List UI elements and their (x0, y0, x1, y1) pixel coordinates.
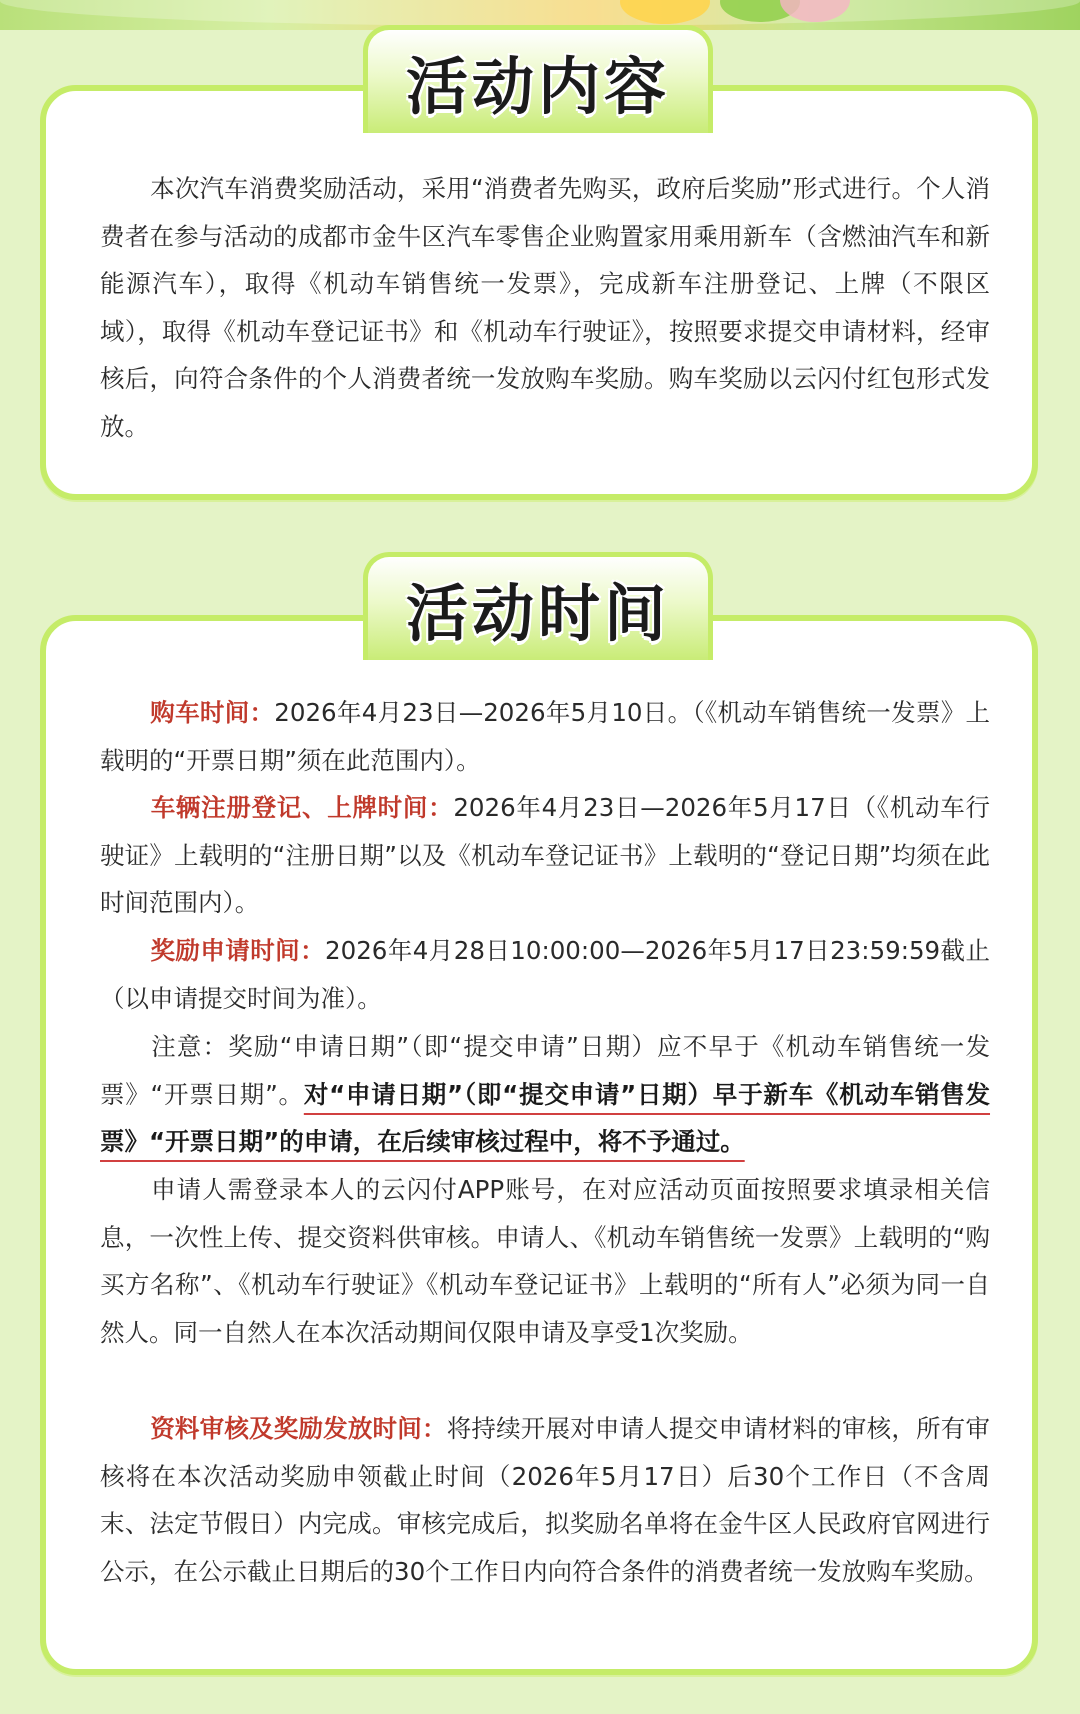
activity-content-text: 本次汽车消费奖励活动，采用“消费者先购买，政府后奖励”形式进行。个人消费者在参与活动的成都市金牛区汽车零售企业购置家用乘用新车（含燃油汽车和新能源汽车），取得《机动车销售统一发票》，完成新车注册登记、上牌（不限区域），取得《机动车登记证书》和《机动车行驶证》，按照要求提交申请材料，经审核后，向符合条件的个人消费者统一发放购车奖励。购车奖励以云闪付红包形式发放。 (100, 174, 990, 441)
registration-time-label: 车辆注册登记、上牌时间： (150, 793, 454, 822)
application-time-text: 2026年4月28日10:00:00—2026年5月17日23:59:59截止（以申请提交时间为准）。 (100, 936, 991, 1013)
note-text: 注意：奖励“申请日期”（即“提交申请”日期）应不早于《机动车销售统一发票》“开票日期”。 (100, 1032, 990, 1109)
application-time-label: 奖励申请时间： (150, 936, 326, 965)
registration-time-text: 2026年4月23日—2026年5月17日（《机动车行驶证》上载明的“注册日期”以及《机动车登记证书》上载明的“登记日期”均须在此时间范围内）。 (100, 793, 990, 917)
activity-content-title: 活动内容 (405, 50, 670, 123)
activity-time-title: 活动时间 (405, 577, 670, 650)
application-time-paragraph (100, 927, 990, 1022)
purchase-time-text: 2026年4月23日—2026年5月10日。（《机动车销售统一发票》上载明的“开票日期”须在此范围内）。 (100, 698, 990, 775)
purchase-time-paragraph (100, 689, 990, 784)
activity-time-tab (363, 552, 713, 660)
note-paragraph (100, 1023, 990, 1166)
review-time-text: 将持续开展对申请人提交申请材料的审核，所有审核将在本次活动奖励申领截止时间（2026年5月17日）后30个工作日（不含周末、法定节假日）内完成。审核完成后，拟奖励名单将在金牛区人民政府官网进行公示，在公示截止日期后的30个工作日内向符合条件的消费者统一发放购车奖励。 (100, 1414, 991, 1586)
review-time-label: 资料审核及奖励发放时间： (150, 1414, 447, 1443)
applicant-paragraph (100, 1166, 990, 1356)
purchase-time-label: 购车时间： (150, 698, 275, 727)
activity-content-paragraph (100, 165, 990, 450)
note-emphasis: 对“申请日期”（即“提交申请”日期）早于新车《机动车销售发票》“开票日期”的申请，在后续审核过程中，将不予通过。 (100, 1079, 991, 1156)
registration-time-paragraph (100, 784, 990, 927)
applicant-text: 申请人需登录本人的云闪付APP账号，在对应活动页面按照要求填录相关信息，一次性上传、提交资料供审核。申请人、《机动车销售统一发票》上载明的“购买方名称”、《机动车行驶证》《机动车登记证书》上载明的“所有人”必须为同一自然人。同一自然人在本次活动期间仅限申请及享受1次奖励。 (100, 1175, 990, 1347)
activity-content-tab (363, 25, 713, 133)
review-time-paragraph (100, 1405, 990, 1595)
